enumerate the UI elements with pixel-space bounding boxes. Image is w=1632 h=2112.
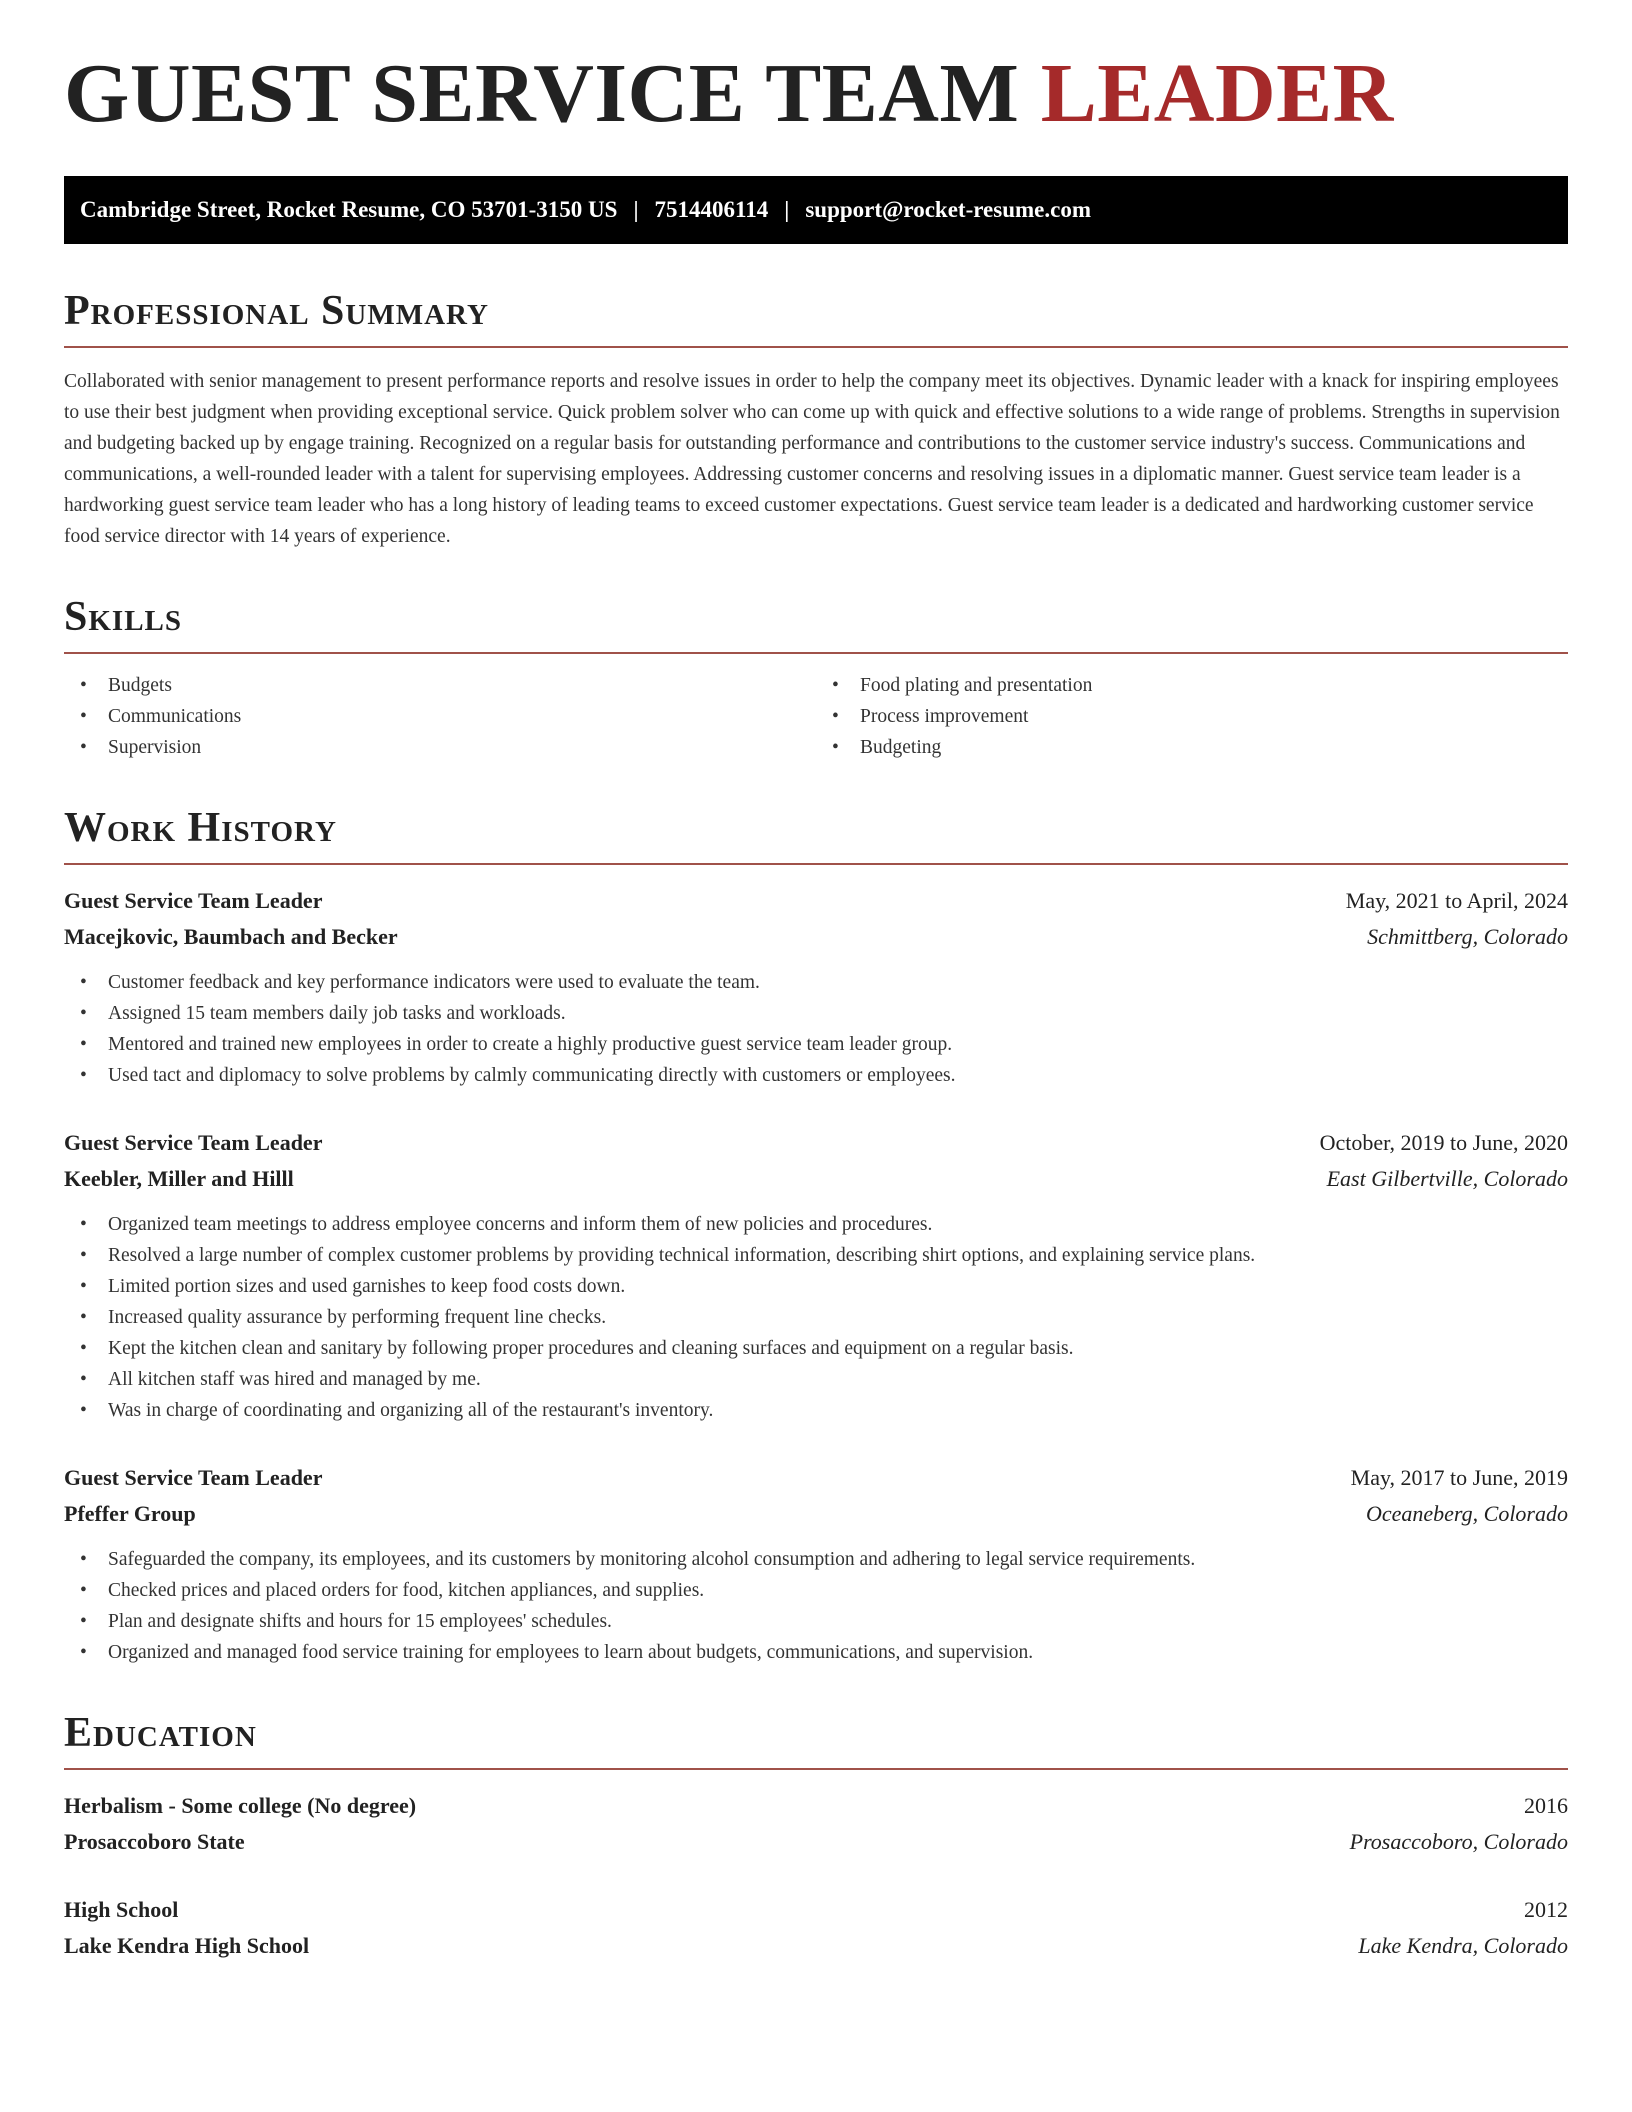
skill-item: • Supervision xyxy=(64,732,816,763)
job-title: Guest Service Team Leader xyxy=(64,888,323,913)
education-entry xyxy=(64,1892,1568,1964)
contact-bar xyxy=(64,176,1568,244)
work-history-section xyxy=(64,807,1568,1668)
name-accent: LEADER xyxy=(1040,47,1394,140)
job-bullets xyxy=(64,1544,1568,1668)
skills-column-right xyxy=(816,670,1568,763)
job-bullet: • Resolved a large number of complex customer problems by providing technical information, describing shirt options, and explaining service plans. xyxy=(64,1240,1568,1271)
section-title-work-history: Work History xyxy=(64,807,1568,865)
job-company: Macejkovic, Baumbach and Becker xyxy=(64,924,398,949)
contact-separator: | xyxy=(633,197,639,222)
job-dates: May, 2017 to June, 2019 xyxy=(1350,1465,1568,1490)
education-location: Lake Kendra, Colorado xyxy=(1358,1933,1568,1958)
education-school-row xyxy=(64,1928,1568,1964)
education-degree-row xyxy=(64,1788,1568,1824)
skill-item: • Budgets xyxy=(64,670,816,701)
job-bullet: • Limited portion sizes and used garnishes to keep food costs down. xyxy=(64,1271,1568,1302)
job-entry xyxy=(64,883,1568,1091)
job-bullet: • Assigned 15 team members daily job tasks and workloads. xyxy=(64,998,1568,1029)
education-school-row xyxy=(64,1824,1568,1860)
education-school: Lake Kendra High School xyxy=(64,1933,310,1958)
job-location: East Gilbertville, Colorado xyxy=(1326,1166,1568,1191)
job-header-row xyxy=(64,1125,1568,1161)
job-company-row xyxy=(64,919,1568,955)
job-title: Guest Service Team Leader xyxy=(64,1465,323,1490)
job-bullets xyxy=(64,1209,1568,1426)
job-header-row xyxy=(64,883,1568,919)
contact-separator: | xyxy=(784,197,790,222)
job-bullet: • Was in charge of coordinating and organizing all of the restaurant's inventory. xyxy=(64,1395,1568,1426)
job-bullet: • Mentored and trained new employees in order to create a highly productive guest service team leader group. xyxy=(64,1029,1568,1060)
education-section xyxy=(64,1712,1568,1964)
job-dates: October, 2019 to June, 2020 xyxy=(1319,1130,1568,1155)
section-title-summary: Professional Summary xyxy=(64,290,1568,348)
job-header-row xyxy=(64,1460,1568,1496)
summary-text: Collaborated with senior management to present performance reports and resolve issues in order to help the company meet its objectives. Dynamic leader with a knack for inspiring employees to use their best judgment when providing exceptional service. Quick problem solver who can come up with quick and effective solutions to a wide range of problems. Strengths in supervision and budgeting backed up by engage training. Recognized on a regular basis for outstanding performance and contributions to the customer service industry's success. Communications and communications, a well-rounded leader with a talent for supervising employees. Addressing customer concerns and resolving issues in a diplomatic manner. Guest service team leader is a hardworking guest service team leader who has a long history of leading teams to exceed customer expectations. Guest service team leader is a dedicated and hardworking customer service food service director with 14 years of experience. xyxy=(64,371,1560,547)
education-location: Prosaccoboro, Colorado xyxy=(1349,1829,1568,1854)
job-company: Pfeffer Group xyxy=(64,1501,196,1526)
job-bullet: • Plan and designate shifts and hours for 15 employees' schedules. xyxy=(64,1606,1568,1637)
job-company: Keebler, Miller and Hilll xyxy=(64,1166,294,1191)
name-main: GUEST SERVICE TEAM xyxy=(64,47,1041,140)
contact-phone[interactable]: 7514406114 xyxy=(654,197,769,222)
job-bullets xyxy=(64,967,1568,1091)
section-title-skills: Skills xyxy=(64,596,1568,654)
education-degree-row xyxy=(64,1892,1568,1928)
contact-email[interactable]: support@rocket-resume.com xyxy=(805,197,1091,222)
job-location: Schmittberg, Colorado xyxy=(1367,924,1568,949)
education-entry xyxy=(64,1788,1568,1860)
job-bullet: • Kept the kitchen clean and sanitary by following proper procedures and cleaning surfaces and equipment on a regular basis. xyxy=(64,1333,1568,1364)
education-year: 2016 xyxy=(1524,1793,1568,1818)
job-bullet: • Organized team meetings to address employee concerns and inform them of new policies and procedures. xyxy=(64,1209,1568,1240)
summary-section xyxy=(64,290,1568,552)
education-school: Prosaccoboro State xyxy=(64,1829,245,1854)
job-company-row xyxy=(64,1496,1568,1532)
job-bullet: • All kitchen staff was hired and managed by me. xyxy=(64,1364,1568,1395)
job-bullet: • Checked prices and placed orders for food, kitchen appliances, and supplies. xyxy=(64,1575,1568,1606)
skills-column-left xyxy=(64,670,816,763)
skill-item: • Food plating and presentation xyxy=(816,670,1568,701)
job-bullet: • Safeguarded the company, its employees, and its customers by monitoring alcohol consumption and adhering to legal service requirements. xyxy=(64,1544,1568,1575)
skills-section xyxy=(64,596,1568,763)
education-degree: High School xyxy=(64,1897,179,1922)
skills-grid xyxy=(64,670,1568,763)
job-bullet: • Customer feedback and key performance indicators were used to evaluate the team. xyxy=(64,967,1568,998)
job-company-row xyxy=(64,1161,1568,1197)
job-bullet: • Organized and managed food service training for employees to learn about budgets, communications, and supervision. xyxy=(64,1637,1568,1668)
job-dates: May, 2021 to April, 2024 xyxy=(1345,888,1568,913)
skill-item: • Process improvement xyxy=(816,701,1568,732)
contact-address: Cambridge Street, Rocket Resume, CO 53701-3150 US xyxy=(80,197,618,222)
skill-item: • Communications xyxy=(64,701,816,732)
job-entry xyxy=(64,1125,1568,1426)
skills-list-right xyxy=(816,670,1568,763)
job-bullet: • Increased quality assurance by performing frequent line checks. xyxy=(64,1302,1568,1333)
education-year: 2012 xyxy=(1524,1897,1568,1922)
resume-name xyxy=(64,0,1568,140)
skill-item: • Budgeting xyxy=(816,732,1568,763)
skills-list-left xyxy=(64,670,816,763)
job-entry xyxy=(64,1460,1568,1668)
job-location: Oceaneberg, Colorado xyxy=(1365,1501,1568,1526)
job-bullet: • Used tact and diplomacy to solve problems by calmly communicating directly with customers or employees. xyxy=(64,1060,1568,1091)
education-degree: Herbalism - Some college (No degree) xyxy=(64,1793,417,1818)
job-title: Guest Service Team Leader xyxy=(64,1130,323,1155)
section-title-education: Education xyxy=(64,1712,1568,1770)
